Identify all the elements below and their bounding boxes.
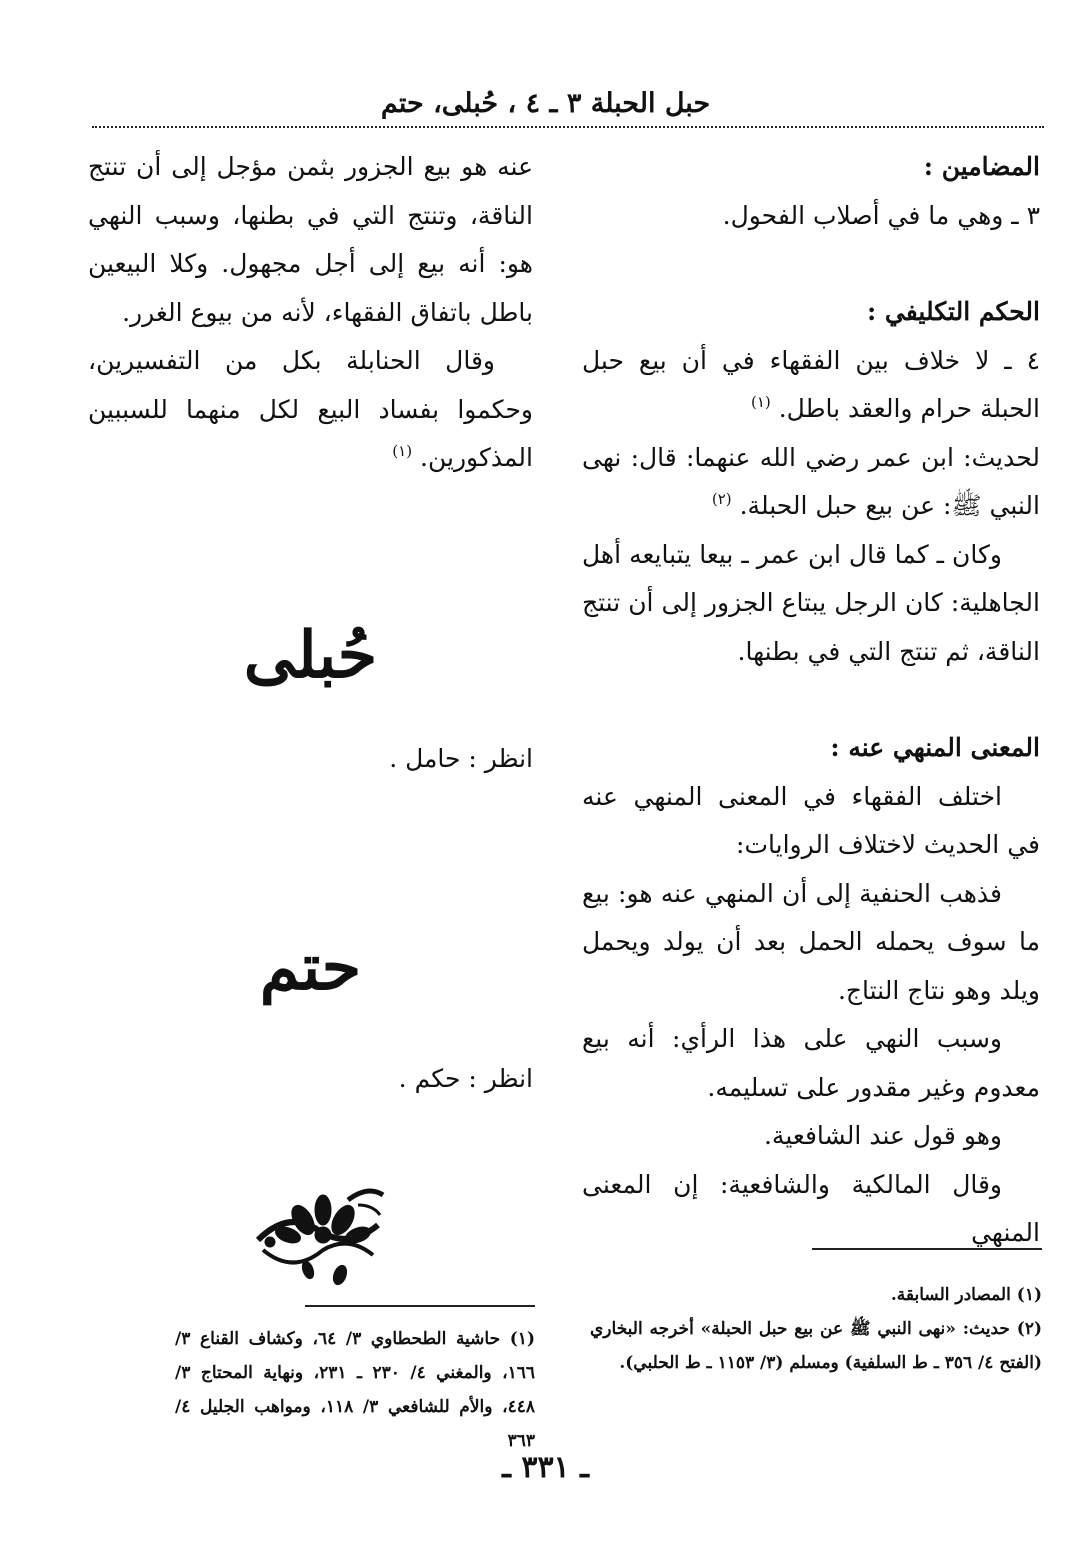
footnote-rule-right [812, 1248, 1042, 1250]
continuation-paragraph: عنه هو بيع الجزور بثمن مؤجل إلى أن تنتج الناقة، وتنتج التي في بطنها، وسبب النهي هو: أنه بيع إلى أجل مجهول. وكلا البيعين باطل باتفاق الفقهاء، لأنه من بيوع الغرر. [88, 152, 533, 327]
right-column [582, 143, 1040, 1258]
reason-paragraph: وسبب النهي على هذا الرأي: أنه بيع معدوم وغير مقدور على تسليمه. [582, 1024, 1040, 1102]
header-dotted-rule [92, 126, 1044, 128]
hanbali-text: وقال الحنابلة بكل من التفسيرين، وحكموا بفساد البيع لكل منهما للسببين المذكورين. [88, 346, 533, 472]
jahiliya-paragraph: وكان ـ كما قال ابن عمر ـ بيعا يتبايعه أهل الجاهلية: كان الرجل يبتاع الجزور إلى أن تنتج الناقة، ثم تنتج التي في بطنها. [582, 539, 1040, 666]
spacer [582, 676, 1040, 724]
page-number: ـ ٣٣١ ـ [502, 1450, 589, 1485]
footnote-ref-left-1[interactable]: (١) [392, 442, 413, 460]
see-also-hatm[interactable]: انظر : حكم . [398, 1064, 533, 1093]
footnote-rule-left [305, 1305, 535, 1307]
maliki-paragraph: وقال المالكية والشافعية: إن المعنى المنهي [582, 1169, 1040, 1247]
hanafi-paragraph: فذهب الحنفية إلى أن المنهي عنه هو: بيع ما سوف يحمله الحمل بعد أن يولد ويحمل ويلد وهو نتاج النتاج. [582, 878, 1040, 1005]
footnote-right-2: (٢) حديث: «نهى النبي ﷺ عن بيع حبل الحبلة» أخرجه البخاري (الفتح ٤/ ٣٥٦ ـ ط السلفية) ومسلم (٣/ ١١٥٣ ـ ط الحلبي). [590, 1319, 1042, 1373]
left-column [88, 143, 533, 483]
footnote-left-1: (١) حاشية الطحطاوي ٣/ ٦٤، وكشاف القناع ٣/ ١٦٦، والمغني ٤/ ٢٣٠ ـ ٢٣١، ونهاية المحتاج ٣/ ٤٤٨، والأم للشافعي ٣/ ١١٨، ومواهب الجليل ٤/ ٣٦٣ [175, 1329, 536, 1451]
spacer [582, 240, 1040, 288]
see-also-hubla[interactable]: انظر : حامل . [389, 744, 533, 773]
section-heading-meaning: المعنى المنهي عنه : [830, 733, 1040, 762]
footnotes-left [175, 1322, 535, 1458]
paragraph-4-text: ٤ ـ لا خلاف بين الفقهاء في أن بيع حبل الحبلة حرام والعقد باطل. [582, 345, 1040, 423]
paragraph-4 [582, 337, 1040, 434]
hadith-text: لحديث: ابن عمر رضي الله عنهما: قال: نهى النبي ﷺ: عن بيع حبل الحبلة. [582, 442, 1040, 520]
footnote-ref-1[interactable]: (١) [751, 393, 771, 411]
section-heading-contents: المضامين : [923, 152, 1040, 181]
hanbali-paragraph [88, 337, 533, 483]
hadith-paragraph [582, 434, 1040, 531]
floral-ornament [248, 1180, 388, 1290]
section-heading-ruling: الحكم التكليفي : [867, 297, 1040, 326]
footnotes-right [590, 1278, 1042, 1380]
disagreement-paragraph: اختلف الفقهاء في المعنى المنهي عنه في الحديث لاختلاف الروايات: [582, 781, 1040, 859]
paragraph-3: ٣ ـ وهي ما في أصلاب الفحول. [722, 200, 1040, 230]
running-header: حبل الحبلة ٣ ـ ٤ ، حُبلى، حتم [380, 88, 711, 119]
entry-title-hatm: حتم [259, 930, 362, 1005]
entry-title-hubla: حُبلى [243, 618, 378, 693]
footnote-right-1: (١) المصادر السابقة. [890, 1285, 1042, 1305]
shafii-paragraph: وهو قول عند الشافعية. [763, 1121, 1002, 1150]
footnote-ref-2[interactable]: (٢) [711, 490, 732, 508]
